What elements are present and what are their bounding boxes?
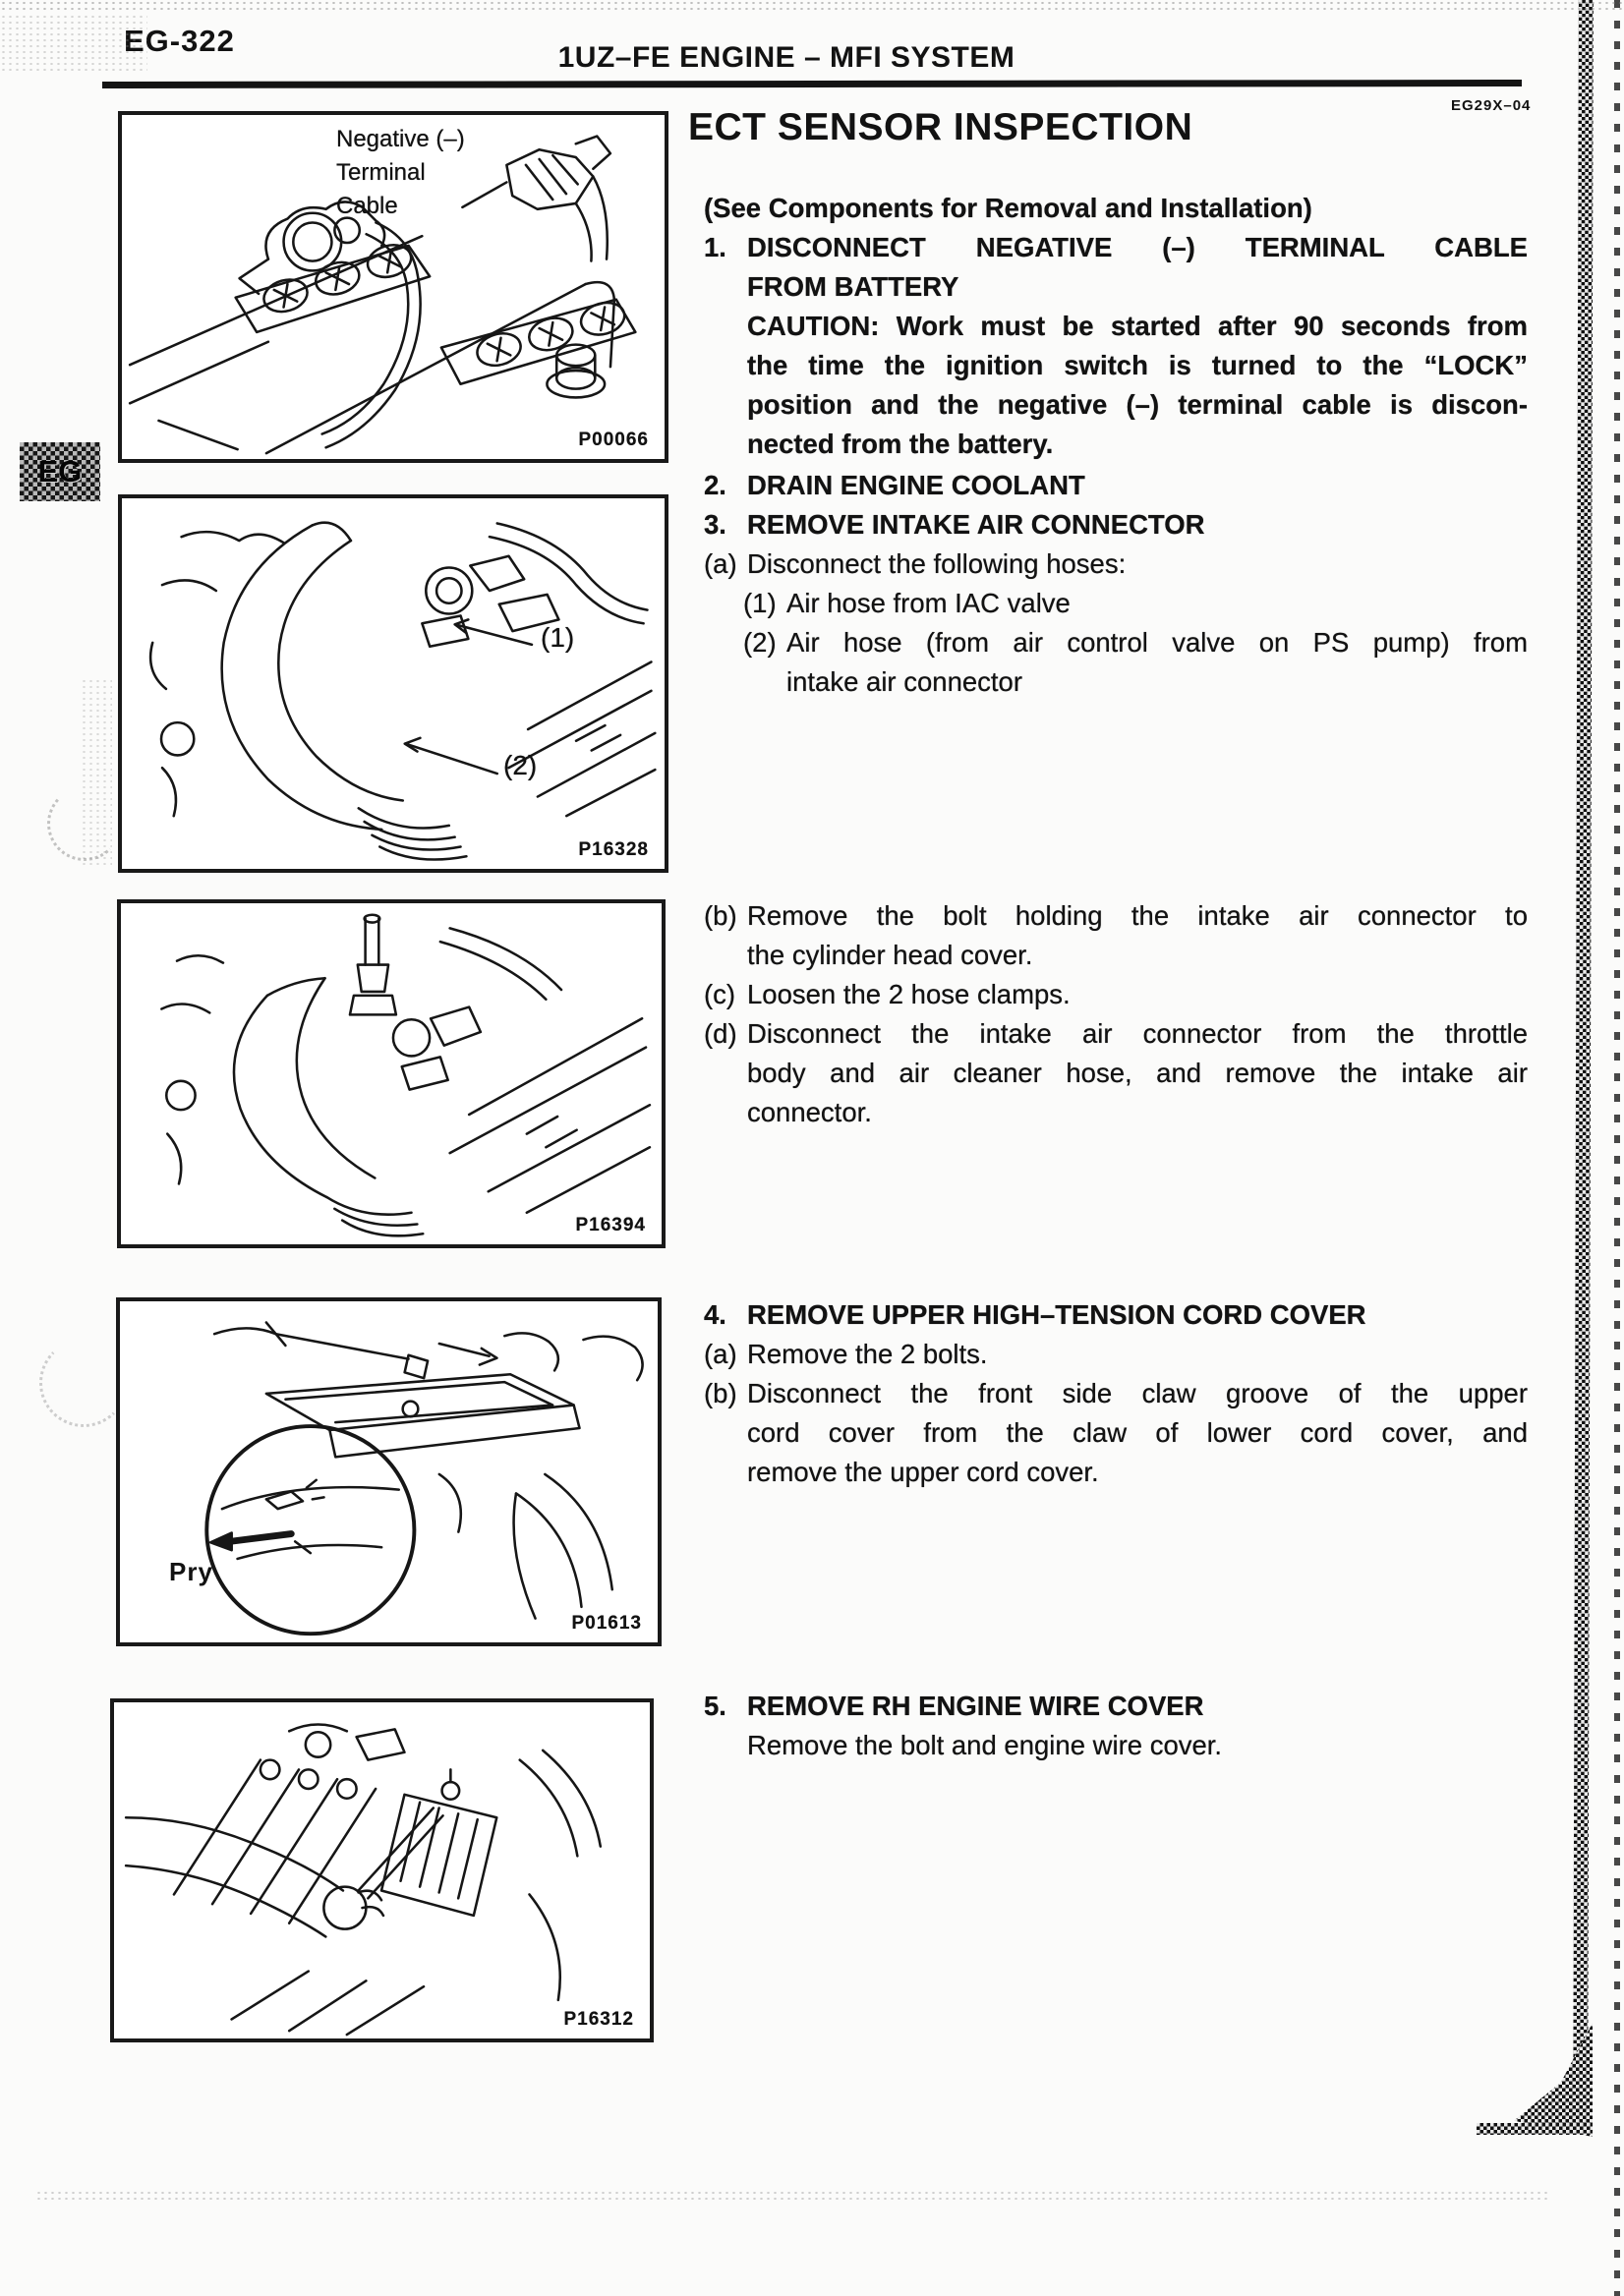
line-marker: 2. bbox=[704, 470, 726, 500]
text-line bbox=[704, 189, 1528, 228]
section-steps-b-d bbox=[704, 896, 1528, 1132]
line-text: Disconnect the following hoses: bbox=[747, 548, 1127, 579]
scan-edge-artifact-smear bbox=[1477, 2123, 1593, 2135]
scan-noise-top bbox=[0, 0, 1624, 12]
header-title: 1UZ–FE ENGINE – MFI SYSTEM bbox=[557, 41, 1015, 74]
line-text: Remove the bolt and engine wire cover. bbox=[747, 1730, 1223, 1760]
line-marker: (a) bbox=[704, 548, 737, 579]
line-marker: (d) bbox=[704, 1018, 737, 1049]
text-line bbox=[704, 385, 1528, 425]
cord-cover-illustration bbox=[120, 1301, 658, 1642]
line-text: body and air cleaner hose, and remove the intake air bbox=[747, 1058, 1528, 1088]
text-line bbox=[704, 1413, 1528, 1453]
figure-intake-air-connector-removal bbox=[117, 899, 666, 1248]
figure-code: P16312 bbox=[563, 2009, 634, 2030]
scan-edge-artifact bbox=[1573, 0, 1594, 2135]
line-text: FROM BATTERY bbox=[747, 271, 959, 302]
line-text: Remove the bolt holding the intake air connector to bbox=[747, 900, 1528, 931]
text-line bbox=[704, 466, 1528, 505]
line-text: remove the upper cord cover. bbox=[747, 1457, 1099, 1487]
line-text: Loosen the 2 hose clamps. bbox=[747, 979, 1071, 1009]
line-marker: (1) bbox=[743, 588, 777, 618]
line-marker: (c) bbox=[704, 979, 736, 1009]
label-line: Cable bbox=[336, 193, 398, 219]
text-line bbox=[704, 505, 1528, 545]
text-line bbox=[704, 975, 1528, 1014]
line-text: DRAIN ENGINE COOLANT bbox=[747, 470, 1085, 500]
line-text: Disconnect the intake air connector from the throttle bbox=[747, 1018, 1528, 1049]
figure-code: P16394 bbox=[575, 1215, 646, 1235]
text-line bbox=[704, 1093, 1528, 1132]
text-line bbox=[704, 1014, 1528, 1054]
label-line: Negative (–) bbox=[336, 126, 465, 152]
pry-label: Pry bbox=[169, 1557, 213, 1586]
line-marker: 4. bbox=[704, 1299, 726, 1330]
callout-1: (1) bbox=[541, 622, 575, 653]
text-line bbox=[704, 267, 1528, 307]
negative-terminal-cable-label bbox=[336, 123, 465, 223]
figure-code: P16328 bbox=[578, 839, 649, 860]
line-text: position and the negative (–) terminal cable is discon- bbox=[747, 389, 1528, 420]
line-text: intake air connector bbox=[786, 666, 1022, 697]
text-line bbox=[704, 896, 1528, 936]
line-text: DISCONNECT NEGATIVE (–) TERMINAL CABLE bbox=[747, 232, 1528, 262]
line-marker: (b) bbox=[704, 1378, 737, 1408]
section-step-5 bbox=[704, 1687, 1528, 1765]
section-steps-2-3 bbox=[704, 466, 1528, 702]
text-line bbox=[704, 307, 1528, 346]
header-rule bbox=[102, 80, 1522, 88]
line-text: Air hose from IAC valve bbox=[786, 588, 1071, 618]
text-line bbox=[704, 584, 1528, 623]
section-step-4 bbox=[704, 1295, 1528, 1492]
line-text: Remove the 2 bolts. bbox=[747, 1339, 988, 1369]
scan-noise-bottom bbox=[35, 2190, 1549, 2200]
text-line bbox=[704, 1687, 1528, 1726]
scan-noise-top-left bbox=[0, 14, 147, 71]
line-marker: 1. bbox=[704, 232, 726, 262]
line-text: Disconnect the front side claw groove of the upper bbox=[747, 1378, 1528, 1408]
engine-bay-illustration bbox=[122, 498, 665, 869]
line-marker: (2) bbox=[743, 627, 777, 658]
line-text: REMOVE UPPER HIGH–TENSION CORD COVER bbox=[747, 1299, 1366, 1330]
line-marker: 5. bbox=[704, 1691, 726, 1721]
text-line bbox=[704, 1374, 1528, 1413]
figure-code: P00066 bbox=[578, 430, 649, 450]
section-step-1 bbox=[704, 189, 1528, 464]
callout-2: (2) bbox=[503, 750, 538, 780]
text-line bbox=[704, 662, 1528, 702]
text-line bbox=[704, 1295, 1528, 1335]
text-line bbox=[704, 228, 1528, 267]
figure-rh-engine-wire-cover bbox=[110, 1698, 654, 2042]
line-marker: (a) bbox=[704, 1339, 737, 1369]
article-title: ECT SENSOR INSPECTION bbox=[688, 106, 1193, 148]
figure-code: P01613 bbox=[571, 1613, 642, 1634]
line-text: connector. bbox=[747, 1097, 872, 1127]
text-line bbox=[704, 425, 1528, 464]
line-text: the time the ignition switch is turned to the “LOCK” bbox=[747, 350, 1528, 380]
doc-code: EG29X–04 bbox=[1451, 97, 1532, 114]
line-text: the cylinder head cover. bbox=[747, 940, 1033, 970]
text-line bbox=[704, 1335, 1528, 1374]
text-line bbox=[704, 1453, 1528, 1492]
text-line bbox=[704, 346, 1528, 385]
label-line: Terminal bbox=[336, 159, 426, 186]
line-text: REMOVE INTAKE AIR CONNECTOR bbox=[747, 509, 1205, 540]
figure-upper-high-tension-cord-cover bbox=[116, 1297, 662, 1646]
figure-intake-air-connector-hoses bbox=[118, 494, 668, 873]
scan-noise-arc bbox=[39, 1339, 128, 1427]
line-text: Air hose (from air control valve on PS pump) from bbox=[786, 627, 1528, 658]
text-line bbox=[704, 623, 1528, 662]
line-marker: (b) bbox=[704, 900, 737, 931]
engine-bay-illustration bbox=[121, 903, 662, 1244]
page-code: EG-322 bbox=[124, 24, 235, 58]
line-text: nected from the battery. bbox=[747, 429, 1054, 459]
line-text: (See Components for Removal and Installation) bbox=[704, 193, 1312, 223]
figure-battery-negative-terminal bbox=[118, 111, 668, 463]
text-line bbox=[704, 1054, 1528, 1093]
line-text: CAUTION: Work must be started after 90 seconds from bbox=[747, 311, 1528, 341]
text-line bbox=[704, 545, 1528, 584]
wire-cover-illustration bbox=[114, 1702, 650, 2038]
text-line bbox=[704, 1726, 1528, 1765]
line-text: REMOVE RH ENGINE WIRE COVER bbox=[747, 1691, 1204, 1721]
scan-noise-arc bbox=[47, 786, 122, 861]
paper-edge-dashes bbox=[1614, 0, 1620, 2296]
section-edge-tab: EG bbox=[20, 442, 100, 501]
text-line bbox=[704, 936, 1528, 975]
line-text: cord cover from the claw of lower cord cover, and bbox=[747, 1417, 1528, 1448]
line-marker: 3. bbox=[704, 509, 726, 540]
